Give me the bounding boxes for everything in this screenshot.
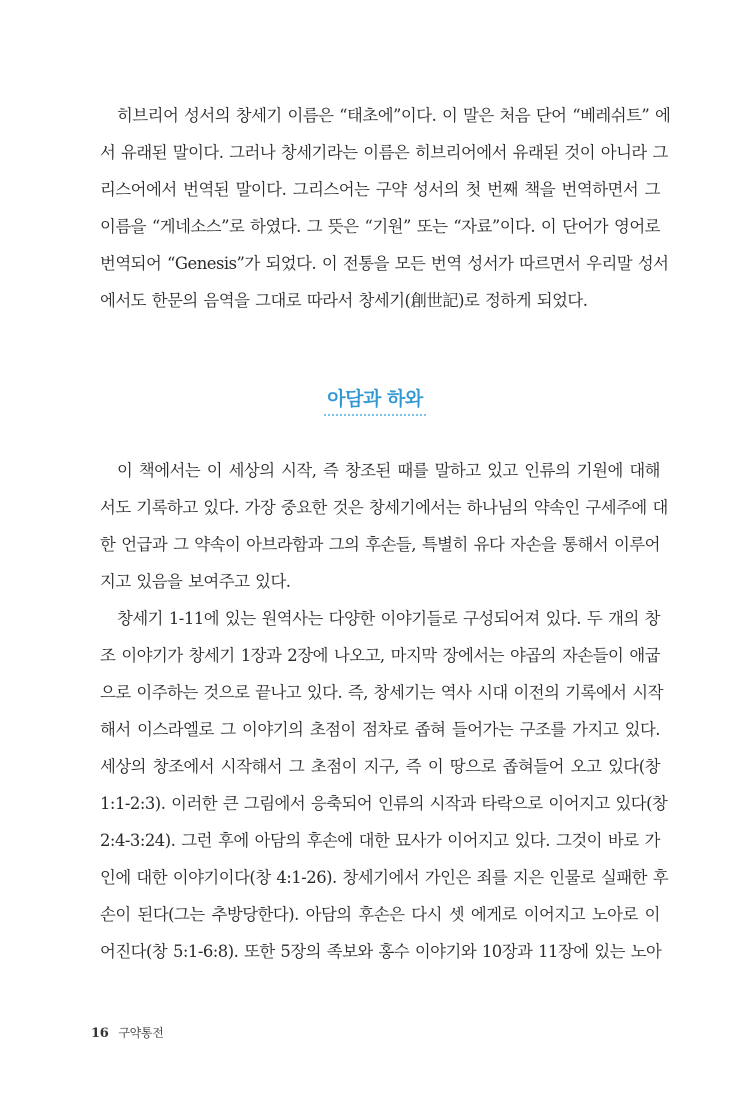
text-line: 2:4-3:24). 그런 후에 아담의 후손에 대한 묘사가 이어지고 있다. 그것이 바로 가 — [100, 831, 660, 850]
text-line: 손이 된다(그는 추방당한다). 아담의 후손은 다시 셋 에게로 이어지고 노아로 이 — [100, 905, 660, 924]
page-footer — [91, 1024, 164, 1041]
text-line: 이름을 “게네소스”로 하였다. 그 뜻은 “기원” 또는 “자료”이다. 이 단어가 영어로 — [100, 217, 660, 236]
text-line: 조 이야기가 창세기 1장과 2장에 나오고, 마지막 장에서는 야곱의 자손들이 애굽 — [100, 646, 660, 665]
text-line: 1:1-2:3). 이러한 큰 그림에서 응축되어 인류의 시작과 타락으로 이어지고 있다(창 — [100, 794, 668, 813]
text-line: 서 유래된 말이다. 그러나 창세기라는 이름은 히브리어에서 유래된 것이 아니라 그 — [100, 143, 668, 162]
page-number: 16 — [91, 1026, 109, 1041]
heading-dotted-underline — [324, 414, 425, 416]
body-paragraph-2 — [100, 600, 669, 970]
text-line: 번역되어 “Genesis”가 되었다. 이 전통을 모든 번역 성서가 따르면서 우리말 성서 — [100, 254, 669, 273]
text-line: 서도 기록하고 있다. 가장 중요한 것은 창세기에서는 하나님의 약속인 구세주에 대 — [100, 498, 668, 517]
book-title: 구약통전 — [118, 1026, 164, 1040]
text-line: 히브리어 성서의 창세기 이름은 “태초에”이다. 이 말은 처음 단어 “베레쉬트” 에 — [117, 106, 671, 125]
text-line: 해서 이스라엘로 그 이야기의 초점이 점차로 좁혀 들어가는 구조를 가지고 있다. — [100, 720, 660, 739]
section-heading-container — [0, 384, 750, 416]
section-heading — [327, 384, 422, 416]
text-line: 어진다(창 5:1-6:8). 또한 5장의 족보와 홍수 이야기와 10장과 11장에 있는 노아 — [100, 942, 662, 961]
text-line: 에서도 한문의 음역을 그대로 따라서 창세기(創世記)로 정하게 되었다. — [100, 291, 588, 310]
text-line: 한 언급과 그 약속이 아브라함과 그의 후손들, 특별히 유다 자손을 통해서 이루어 — [100, 535, 660, 554]
text-line: 리스어에서 번역된 말이다. 그리스어는 구약 성서의 첫 번째 책을 번역하면서 그 — [100, 180, 660, 199]
text-line: 으로 이주하는 것으로 끝나고 있다. 즉, 창세기는 역사 시대 이전의 기록에서 시작 — [100, 683, 663, 702]
text-line: 인에 대한 이야기이다(창 4:1-26). 창세기에서 가인은 죄를 지은 인물로 실패한 후 — [100, 868, 669, 887]
text-line: 이 책에서는 이 세상의 시작, 즉 창조된 때를 말하고 있고 인류의 기원에 대해 — [117, 461, 660, 480]
body-text — [100, 452, 669, 970]
text-line: 세상의 창조에서 시작해서 그 초점이 지구, 즉 이 땅으로 좁혀들어 오고 있다(창 — [100, 757, 660, 776]
intro-paragraph — [100, 97, 671, 319]
section-heading-text: 아담과 하와 — [327, 388, 423, 410]
body-paragraph-1 — [100, 452, 668, 600]
intro-text — [100, 97, 671, 319]
text-line: 지고 있음을 보여주고 있다. — [100, 572, 291, 591]
text-line: 창세기 1-11에 있는 원역사는 다양한 이야기들로 구성되어져 있다. 두 개의 창 — [117, 609, 660, 628]
